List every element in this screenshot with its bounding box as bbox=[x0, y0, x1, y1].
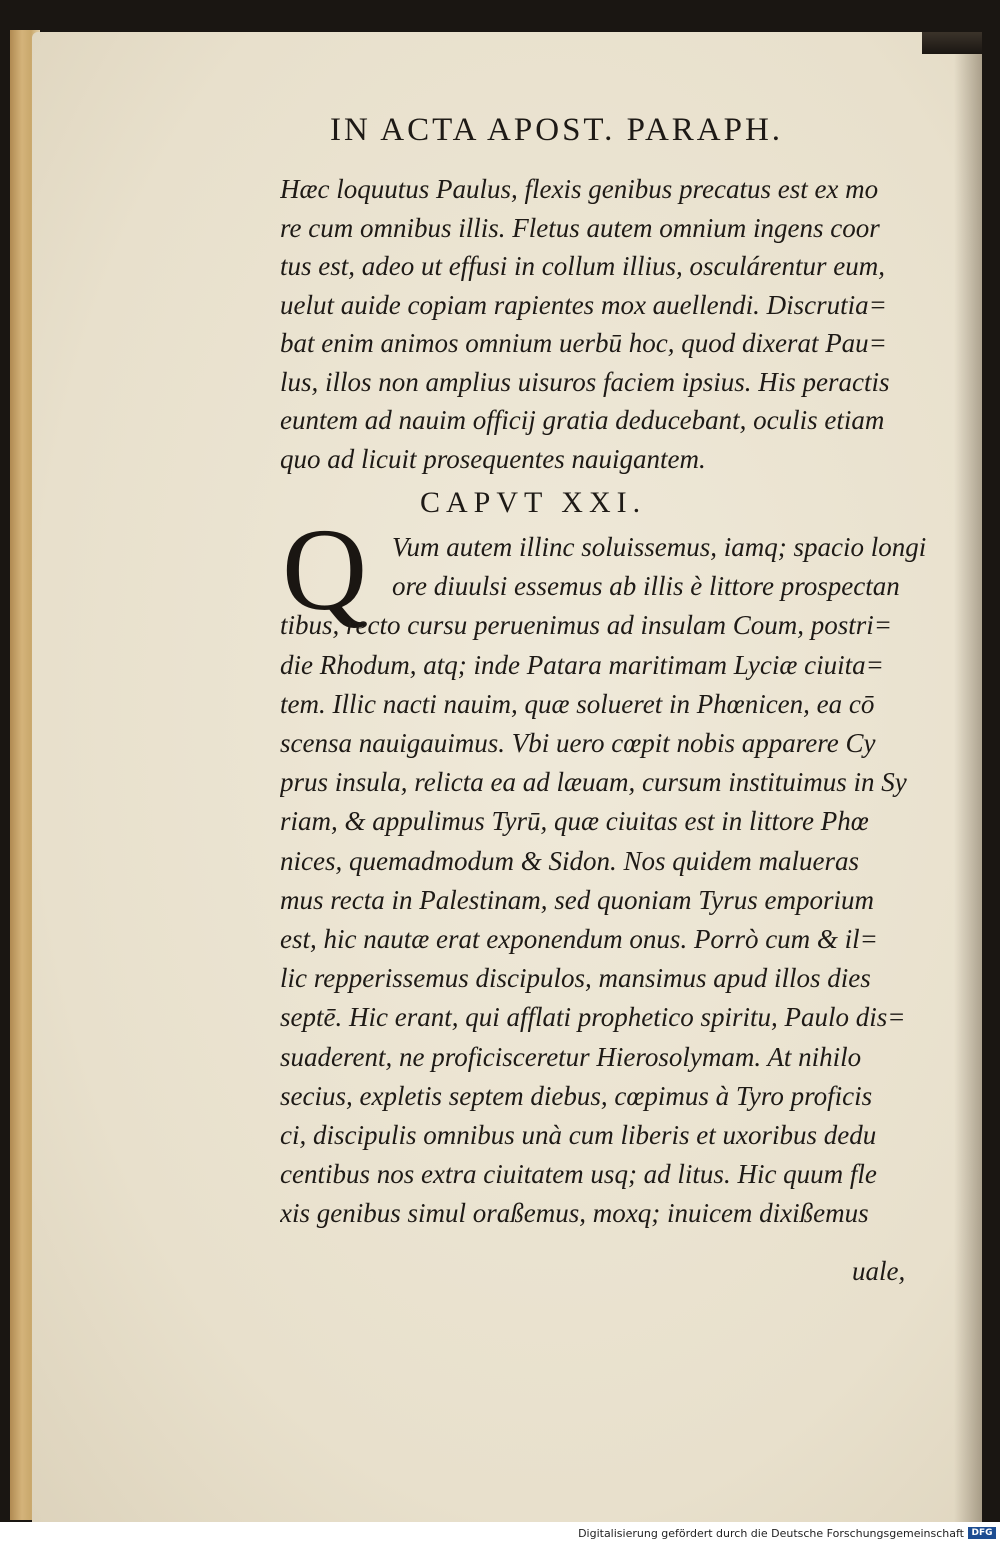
text-line: est, hic nautæ erat exponendum onus. Porrò cum & il= bbox=[280, 924, 878, 955]
text-line: nices, quemadmodum & Sidon. Nos quidem malueras bbox=[280, 845, 859, 876]
text-line: euntem ad nauim officij gratia deducebant, oculis etiam bbox=[280, 405, 885, 435]
text-line: bat enim animos omnium uerbū hoc, quod dixerat Pau= bbox=[280, 328, 887, 358]
text-line: suaderent, ne proficisceretur Hierosolymam. At nihilo bbox=[280, 1041, 862, 1072]
text-line: tibus, recto cursu peruenimus ad insulam Coum, postri= bbox=[280, 610, 892, 641]
text-line: mus recta in Palestinam, sed quoniam Tyrus emporium bbox=[280, 884, 874, 915]
catchword: uale, bbox=[852, 1256, 906, 1286]
chapter-heading: CAPVT XXI. bbox=[420, 486, 647, 519]
text-line: Vum autem illinc soluissemus, iamq; spacio longi bbox=[392, 532, 927, 562]
text-line: tem. Illic nacti nauim, quæ solueret in Phœnicen, ea cō bbox=[280, 688, 875, 719]
text-line: re cum omnibus illis. Fletus autem omnium ingens coor bbox=[280, 212, 880, 243]
chapter-text bbox=[280, 528, 940, 1234]
text-line: ore diuulsi essemus ab illis è littore prospectan bbox=[392, 571, 900, 602]
text-line: riam, & appulimus Tyrū, quæ ciuitas est in littore Phœ bbox=[280, 806, 869, 837]
dfg-logo[interactable]: DFG bbox=[968, 1527, 996, 1539]
text-line: xis genibus simul oraßemus, moxq; inuicem dixißemus bbox=[280, 1198, 869, 1229]
text-line: quo ad licuit prosequentes nauigantem. bbox=[280, 443, 706, 474]
text-line: uelut auide copiam rapientes mox auellendi. Discrutia= bbox=[280, 289, 887, 320]
paragraph-text bbox=[280, 170, 940, 478]
text-line: scensa nauigauimus. Vbi uero cœpit nobis apparere Cy bbox=[280, 728, 876, 759]
running-title: IN ACTA APOST. PARAPH. bbox=[330, 112, 784, 148]
text-line: prus insula, relicta ea ad læuam, cursum instituimus in Sy bbox=[280, 767, 907, 798]
text-line: ci, discipulis omnibus unà cum liberis et uxoribus dedu bbox=[280, 1120, 877, 1151]
drop-cap-initial: Q bbox=[282, 504, 368, 635]
text-line: lus, illos non amplius uisuros faciem ipsius. His peractis bbox=[280, 366, 890, 397]
text-line: Hæc loquutus Paulus, flexis genibus precatus est ex mo bbox=[280, 174, 879, 204]
page-corner-damage bbox=[922, 32, 982, 54]
text-line: secius, expletis septem diebus, cœpimus à Tyro proficis bbox=[280, 1080, 873, 1111]
text-line: centibus nos extra ciuitatem usq; ad litus. Hic quum fle bbox=[280, 1159, 877, 1190]
digitization-credit: Digitalisierung gefördert durch die Deutsche Forschungsgemeinschaft bbox=[578, 1527, 964, 1540]
text-line: tus est, adeo ut effusi in collum illius, osculárentur eum, bbox=[280, 251, 885, 281]
text-line: lic repperissemus discipulos, mansimus apud illos dies bbox=[280, 963, 871, 994]
text-line: die Rhodum, atq; inde Patara maritimam Lyciæ ciuita= bbox=[280, 649, 884, 680]
text-line: septē. Hic erant, qui afflati prophetico spiritu, Paulo dis= bbox=[280, 1002, 906, 1033]
page-gutter-shadow bbox=[954, 32, 982, 1522]
